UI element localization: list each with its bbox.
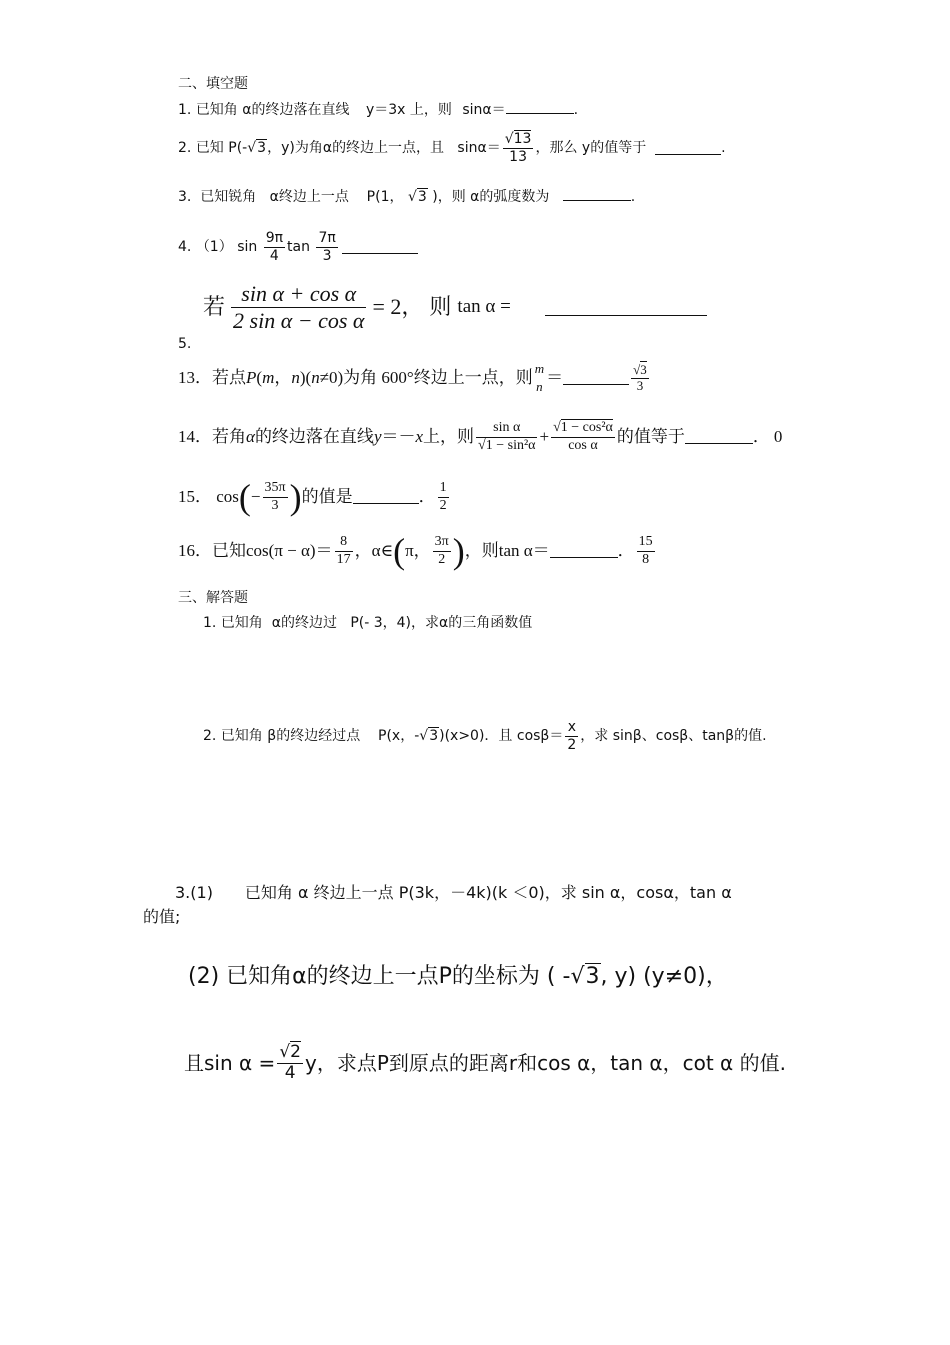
- q14-f2-radicand: 1 − cos²α: [560, 420, 613, 436]
- q3-sqrt-radicand: 3: [417, 189, 427, 205]
- q16-f-den: 17: [336, 551, 351, 567]
- q13-answer-blank[interactable]: [563, 372, 629, 385]
- q16-fraction: [335, 534, 353, 567]
- p2-f-num: x: [565, 719, 578, 736]
- q14-x: x: [415, 427, 424, 446]
- q4-f1-num: 9π: [265, 230, 284, 247]
- q2-alpha: α: [322, 140, 333, 156]
- p2-text: 已知角: [220, 728, 263, 744]
- q4-f2-num: 7π: [318, 230, 336, 247]
- q14-text4: 的值等于: [616, 427, 685, 446]
- p3b-sin: 且sin α =: [184, 1051, 276, 1075]
- q5-ruo: 若: [203, 294, 226, 319]
- q15-f-num: 35π: [263, 480, 288, 497]
- q5-comma: ，: [401, 294, 424, 319]
- p3b-text: (2) 已知角α的终边上一点P的坐标为 (: [188, 964, 556, 989]
- q14-fraction-2: [551, 420, 615, 453]
- q2-fraction: [503, 131, 534, 164]
- q3-point: P(1，: [366, 189, 404, 205]
- p2-text2: 的终边经过点: [276, 728, 361, 744]
- q5-fraction: [231, 281, 366, 333]
- p1-text3: 的三角函数值: [448, 615, 533, 631]
- p2-f-den: 2: [567, 736, 577, 753]
- q2-comma: ，: [267, 140, 282, 156]
- q15-paren-open: (: [238, 477, 251, 517]
- question-1: [178, 101, 578, 119]
- q1-sin: sinα＝: [462, 102, 506, 118]
- q16-text2: ，则: [464, 541, 499, 560]
- q14-period: ．: [752, 427, 770, 446]
- p2-fraction: [565, 719, 578, 752]
- q4-fraction-1: [264, 230, 285, 263]
- q13-fraction: [535, 360, 544, 396]
- q4-fraction-2: [316, 230, 337, 263]
- p3b-f-num: √2: [279, 1041, 301, 1062]
- q14-f2-den: cos α: [568, 437, 598, 453]
- q2-fraction-den: 13: [509, 148, 527, 165]
- p2-point: P(x，-: [378, 728, 420, 744]
- q4-answer-blank[interactable]: [342, 241, 418, 254]
- p1-point: P(- 3，4)，求: [350, 615, 439, 631]
- q2-text: 已知: [195, 140, 224, 156]
- q13-equals: ＝: [546, 368, 564, 387]
- q14-eq: ＝－: [381, 427, 416, 446]
- q1-period: .: [573, 102, 579, 118]
- q4-part: （1）: [195, 239, 233, 255]
- p3b-minus: -: [562, 964, 571, 989]
- q16-text: 16．已知: [178, 541, 246, 560]
- q13-m: m: [262, 368, 275, 387]
- q16-cos: cos(π − α)＝: [246, 541, 333, 560]
- question-13: [178, 357, 651, 399]
- question-2: [178, 126, 726, 170]
- q16-f-num: 8: [335, 534, 353, 551]
- q15-cos: cos: [216, 487, 239, 506]
- q13-open2: (: [305, 368, 312, 387]
- q16-period: ．: [617, 541, 635, 560]
- q14-text: 14．若角: [178, 427, 246, 446]
- section-heading-answer: 三、解答题: [178, 590, 248, 606]
- q1-text2: 的终边落在直线: [251, 102, 350, 118]
- q1-answer-blank[interactable]: [506, 101, 574, 114]
- p3b-fraction: [277, 1043, 303, 1083]
- q15-paren-close: ): [289, 477, 302, 517]
- q5-label: 5.: [178, 336, 192, 352]
- p1-text: 已知角: [220, 615, 263, 631]
- p3b-sqrt: √3: [570, 964, 600, 989]
- q2-number: 2.: [178, 140, 192, 156]
- q14-fraction-1: [476, 420, 537, 453]
- q15-ans-den: 2: [439, 497, 447, 513]
- q2-answer-blank[interactable]: [655, 142, 721, 155]
- problem-3-part-2-line-2: [184, 1036, 786, 1090]
- p1-number: 1.: [203, 615, 217, 631]
- q14-text2: 的终边落在直线: [254, 427, 374, 446]
- p2-text4: ，求: [580, 728, 609, 744]
- problem-2: [203, 714, 767, 758]
- q3-text: 已知锐角: [200, 189, 257, 205]
- question-16: [178, 528, 657, 574]
- p3b-f-radicand: 2: [290, 1041, 301, 1062]
- q16-f2-den: 2: [438, 551, 446, 567]
- p1-text2: 的终边过: [280, 615, 337, 631]
- q3-text3: )，则: [432, 189, 466, 205]
- p2-cos: cosβ＝: [516, 728, 564, 744]
- q1-number: 1.: [178, 102, 192, 118]
- q15-text: 的值是: [301, 487, 353, 506]
- q13-open: (: [256, 368, 263, 387]
- q3-text4: 的弧度数为: [479, 189, 550, 205]
- q2-text5: y的值等于: [581, 140, 647, 156]
- q13-answer: [631, 363, 649, 394]
- problem-3-part-2-line-1: [188, 962, 728, 992]
- q16-ans-den: 8: [642, 551, 650, 567]
- q15-f-den: 3: [271, 497, 279, 513]
- q1-line-eq: y＝3x: [365, 102, 406, 118]
- q13-n2: n: [311, 368, 320, 387]
- q15-minus: −: [250, 487, 261, 506]
- q14-alpha: α: [246, 427, 255, 446]
- q14-plus: +: [539, 427, 550, 446]
- q3-alpha2: α: [470, 189, 480, 205]
- q15-number: 15．: [178, 487, 212, 506]
- p3b-f-den: 4: [284, 1062, 296, 1083]
- q15-answer: [438, 480, 449, 513]
- q13-ans-num: √3: [633, 361, 647, 377]
- problem-3-part-1-line-2: 的值;: [143, 907, 181, 926]
- q13-ans-den: 3: [636, 377, 644, 393]
- q3-number: 3.: [178, 189, 192, 205]
- p2-sqrt: √3: [419, 728, 439, 744]
- q13-ans-radicand: 3: [640, 361, 647, 377]
- p2-number: 2.: [203, 728, 217, 744]
- problem-3-part-1-line-1: 3.(1) 已知角 α 终边上一点 P(3k，－4k)(k ＜0)，求 sin α，cosα，tan α: [175, 883, 732, 902]
- q4-number: 4.: [178, 239, 192, 255]
- q3-text2: 终边上一点: [278, 189, 349, 205]
- question-15: [178, 474, 451, 520]
- q16-comma: ，: [354, 541, 372, 560]
- q15-period: ．: [418, 487, 436, 506]
- q5-tan: tan α =: [457, 296, 511, 317]
- q5-answer-blank[interactable]: [545, 299, 707, 316]
- q14-f1-radicand: 1 − sin²α: [485, 437, 536, 453]
- q15-fraction: [263, 480, 288, 513]
- p1-alpha2: α: [439, 615, 449, 631]
- q5-equals: = 2: [372, 294, 402, 319]
- p3b-text4: y，求点P到原点的距离r和cos α，tan α，cot α 的值.: [304, 1051, 786, 1075]
- q16-paren-close: ): [452, 531, 465, 571]
- q2-text2: y)为角: [281, 140, 323, 156]
- q1-text3: 上，则: [409, 102, 452, 118]
- question-14: [178, 412, 782, 462]
- p2-text5: sinβ、cosβ、tanβ的值.: [612, 728, 767, 744]
- p1-alpha: α: [271, 615, 281, 631]
- q5-fraction-num: sin α + cos α: [231, 281, 366, 307]
- q14-f2-num: √1 − cos²α: [551, 420, 615, 437]
- q15-answer-blank[interactable]: [353, 491, 419, 504]
- q1-alpha: α: [242, 102, 252, 118]
- q16-paren-open: (: [393, 531, 406, 571]
- q16-f2-num: 3π: [433, 534, 451, 551]
- q16-pi: π，: [405, 541, 431, 560]
- q4-f1-den: 4: [269, 247, 279, 264]
- q4-f2-den: 3: [322, 247, 332, 264]
- q2-text4: ，那么: [535, 140, 578, 156]
- q14-y: y: [373, 427, 382, 446]
- question-5: [203, 272, 707, 342]
- q2-fraction-num: √13: [504, 131, 532, 148]
- q3-sqrt: √3: [407, 189, 427, 205]
- q13-close: ): [299, 368, 306, 387]
- q14-f1-num: sin α: [476, 420, 537, 437]
- q13-f-num: m: [534, 361, 545, 376]
- q13-text2: ≠0)为角 600°终边上一点，则: [319, 368, 533, 387]
- q13-n: n: [291, 368, 300, 387]
- q2-sqrt: √3: [247, 140, 267, 156]
- q13-P: P: [246, 368, 257, 387]
- q3-answer-blank[interactable]: [563, 188, 631, 201]
- q14-answer-blank[interactable]: [685, 431, 753, 444]
- p3b-text3: (y≠0)，: [643, 964, 728, 989]
- p3b-text2: , y): [600, 964, 637, 989]
- q16-tan: tan α＝: [498, 541, 550, 560]
- section-heading-fill: 二、填空题: [178, 76, 248, 92]
- q16-alpha-in: α∈: [371, 541, 394, 560]
- q16-answer: [637, 534, 655, 567]
- q13-comma: ，: [274, 368, 292, 387]
- question-4: [178, 224, 418, 270]
- q14-answer: 0: [773, 427, 783, 446]
- q4-tan: tan: [287, 239, 310, 255]
- q15-ans-num: 1: [438, 480, 449, 497]
- p3b-sqrt-radicand: 3: [585, 964, 600, 989]
- q2-num-radicand: 13: [513, 131, 532, 148]
- q1-text: 已知角: [195, 102, 238, 118]
- q2-sqrt-radicand: 3: [257, 140, 267, 156]
- q2-text3: 的终边上一点，且: [332, 140, 445, 156]
- q4-sin: sin: [237, 239, 258, 255]
- q13-text: 13．若点: [178, 368, 246, 387]
- p2-sqrt-radicand: 3: [429, 728, 439, 744]
- question-3: [178, 188, 635, 206]
- q5-fraction-den: 2 sin α − cos α: [233, 307, 365, 333]
- q13-f-den: n: [536, 379, 543, 394]
- q16-answer-blank[interactable]: [550, 545, 618, 558]
- q3-alpha: α: [269, 189, 279, 205]
- q14-text3: 上，则: [423, 427, 475, 446]
- q2-point: P(-: [228, 140, 248, 156]
- q3-period: .: [630, 189, 636, 205]
- q5-ze: 则: [429, 294, 452, 319]
- q2-sin: sinα＝: [457, 140, 501, 156]
- q16-ans-num: 15: [637, 534, 655, 551]
- p2-text3: )(x>0)．且: [439, 728, 513, 744]
- q2-period: .: [721, 140, 726, 156]
- problem-1: [203, 614, 532, 632]
- q14-f1-den: √1 − sin²α: [478, 437, 536, 453]
- p2-beta: β: [267, 728, 277, 744]
- q16-fraction-2: [433, 534, 451, 567]
